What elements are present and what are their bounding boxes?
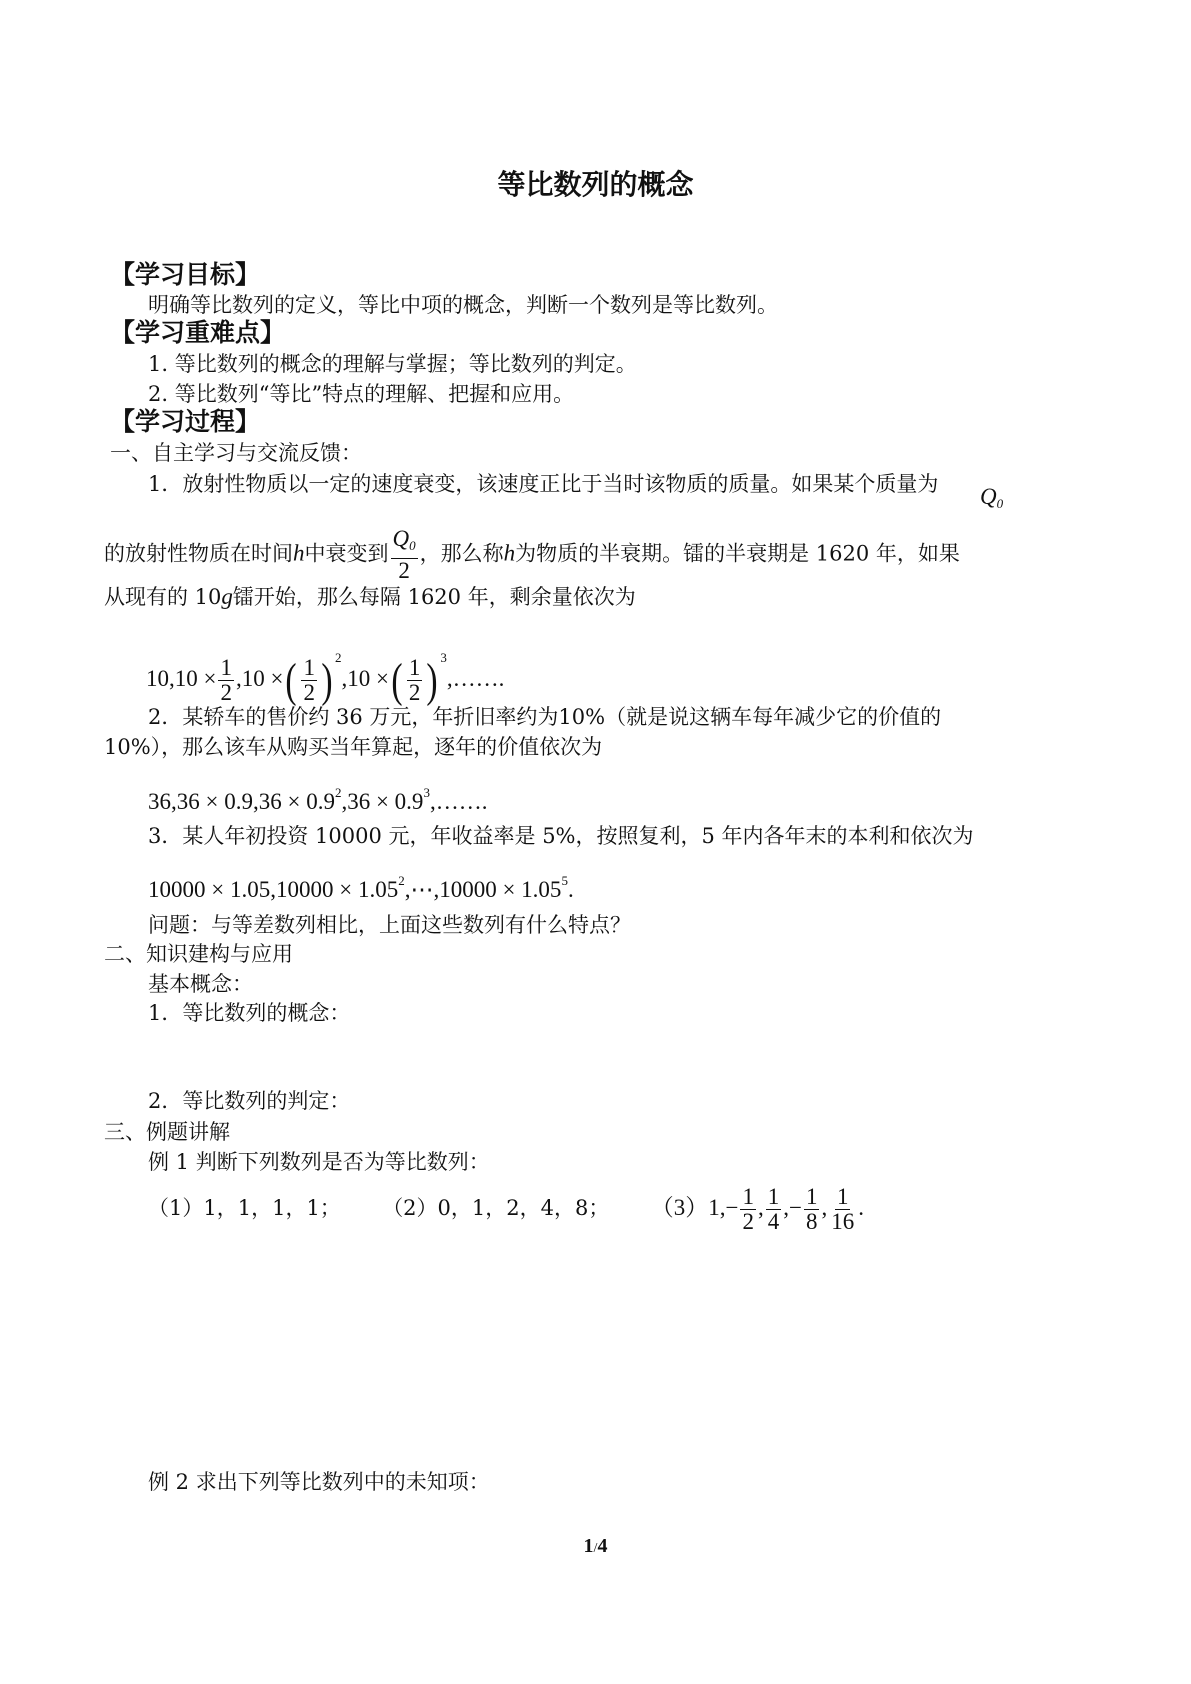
sequence-1 (146, 628, 504, 709)
sequence-2 (148, 780, 487, 815)
ex1-frac-4 (829, 1185, 856, 1234)
ex1-c-end: . (858, 1195, 864, 1220)
ex1-item-b: （2）0，1，2，4，8； (382, 1196, 610, 1220)
p2-line1: 2．某轿车的售价约 36 万元，年折旧率约为10%（就是说这辆车每年减少它的价值的 (148, 705, 942, 729)
q0-symbol (980, 484, 1003, 517)
right-paren-2: ) (426, 653, 438, 707)
seq1-num-1: 1 (220, 655, 232, 681)
p1-line3 (104, 584, 636, 610)
p1-line1 (148, 471, 938, 497)
p3-line: 3．某人年初投资 10000 元，年收益率是 5%，按照复利，5 年内各年末的本利和依次为 (148, 824, 974, 848)
right-paren-1: ) (321, 653, 333, 707)
question-text: 问题：与等差数列相比，上面这些数列有什么特点？ (148, 913, 631, 937)
left-paren-1: ( (285, 653, 298, 707)
key-item-1: 1. 等比数列的概念的理解与掌握；等比数列的判定。 (148, 352, 637, 376)
q0-letter: Q (980, 484, 997, 509)
ex1-frac-1 (740, 1185, 756, 1234)
frac-q-sub: 0 (409, 538, 416, 553)
frac-q: Q (392, 526, 410, 551)
page-number (0, 1535, 1191, 1558)
part3-heading: 三、例题讲解 (104, 1120, 230, 1144)
ex1-c-sep3: , (821, 1195, 828, 1220)
part1-heading: 一、自主学习与交流反馈： (110, 441, 362, 465)
p1-text-f2: 镭开始，那么每隔 1620 年，剩余量依次为 (232, 585, 636, 609)
seq1-exp-3: 3 (440, 650, 447, 665)
ex1-frac-4-num: 1 (836, 1184, 849, 1210)
seq1-num-2: 1 (303, 655, 315, 681)
ex1-frac-3-num: 1 (805, 1184, 818, 1210)
seq1-den-2: 2 (303, 680, 315, 706)
seq2-exp-1: 2 (334, 785, 342, 800)
concept-item-2: 2．等比数列的判定： (148, 1089, 351, 1113)
ex1-frac-2-num: 1 (767, 1184, 780, 1210)
p1-text-e: 为物质的半衰期。镭的半衰期是 1620 年，如果 (515, 541, 960, 566)
p1-text-f1: 从现有的 10 (104, 585, 222, 609)
key-item-2: 2. 等比数列“等比”特点的理解、把握和应用。 (148, 382, 575, 406)
ex1-frac-1-num: 1 (742, 1184, 754, 1210)
seq3-a: 10000 × 1.05,10000 × 1.05 (148, 877, 399, 902)
page-separator: / (593, 1541, 598, 1556)
seq3-b: ,⋯,10000 × 1.05 (404, 877, 562, 902)
h-var-1: h (293, 540, 305, 566)
seq1-den-1: 2 (220, 680, 232, 706)
ex1-item-c (650, 1184, 864, 1235)
h-var-2: h (503, 540, 516, 566)
seq3-exp-2: 5 (561, 873, 568, 888)
seq1-mid2: ,10 × (341, 666, 389, 691)
seq1-mid: ,10 × (235, 666, 284, 691)
seq1-exp-2: 2 (334, 650, 342, 665)
ex1-frac-2-den: 4 (767, 1209, 780, 1235)
ex1-item-a: （1）1，1，1，1； (148, 1196, 341, 1220)
p1-text-d: ，那么称 (419, 541, 504, 566)
example-2: 例 2 求出下列等比数列中的未知项： (148, 1470, 490, 1494)
ex1-frac-2 (766, 1185, 782, 1234)
seq1-fraction-3 (407, 656, 423, 705)
ex1-c-sep2: ,− (783, 1195, 802, 1220)
seq3-exp-1: 2 (398, 873, 405, 888)
example-1: 例 1 判断下列数列是否为等比数列： (148, 1150, 490, 1174)
seq1-den-3: 2 (408, 680, 421, 706)
seq1-end: ,……. (446, 666, 505, 691)
p1-text-c: 中衰变到 (304, 541, 389, 566)
seq1-start: 10,10 × (146, 666, 217, 691)
page-current: 1 (583, 1535, 594, 1557)
goal-text: 明确等比数列的定义，等比中项的概念，判断一个数列是等比数列。 (148, 293, 778, 317)
ex1-c-prefix: （3）1,− (650, 1195, 739, 1220)
ex1-c-sep1: , (757, 1195, 764, 1220)
ex1-frac-4-den: 16 (831, 1209, 855, 1235)
frac-denominator: 2 (398, 558, 410, 583)
concept-item-1: 1．等比数列的概念： (148, 1001, 351, 1025)
basic-concept: 基本概念： (148, 972, 253, 996)
seq2-c: ,……. (429, 789, 488, 814)
p1-line2 (104, 527, 960, 583)
goal-heading: 【学习目标】 (110, 260, 261, 289)
q0-subscript: 0 (996, 496, 1004, 511)
ex1-frac-1-den: 2 (742, 1209, 754, 1235)
ex1-frac-3-den: 8 (805, 1209, 818, 1235)
p2-line2: 10%），那么该车从购买当年算起，逐年的价值依次为 (104, 735, 603, 759)
ex1-frac-3 (804, 1185, 820, 1234)
p1-text-a: 1．放射性物质以一定的速度衰变，该速度正比于当时该物质的质量。如果某个质量为 (148, 472, 939, 496)
part2-heading: 二、知识建构与应用 (104, 942, 293, 966)
seq1-fraction-2 (301, 656, 317, 705)
sequence-3 (148, 868, 574, 903)
seq1-fraction-1 (218, 656, 234, 705)
seq1-num-3: 1 (408, 655, 421, 681)
left-paren-2: ( (391, 653, 403, 707)
example-1-items (148, 1180, 864, 1236)
seq2-exp-2: 3 (423, 785, 430, 800)
process-heading: 【学习过程】 (110, 407, 261, 436)
seq2-a: 36,36 × 0.9,36 × 0.9 (148, 789, 335, 814)
q0-over-2-fraction (391, 527, 418, 583)
seq2-b: ,36 × 0.9 (341, 789, 424, 814)
key-heading: 【学习重难点】 (110, 318, 286, 347)
page-title: 等比数列的概念 (497, 168, 694, 201)
p1-text-b: 的放射性物质在时间 (104, 541, 293, 566)
seq3-c: . (567, 877, 574, 902)
page-total: 4 (597, 1535, 608, 1557)
g-unit: g (221, 584, 233, 609)
frac-numerator (391, 527, 418, 559)
